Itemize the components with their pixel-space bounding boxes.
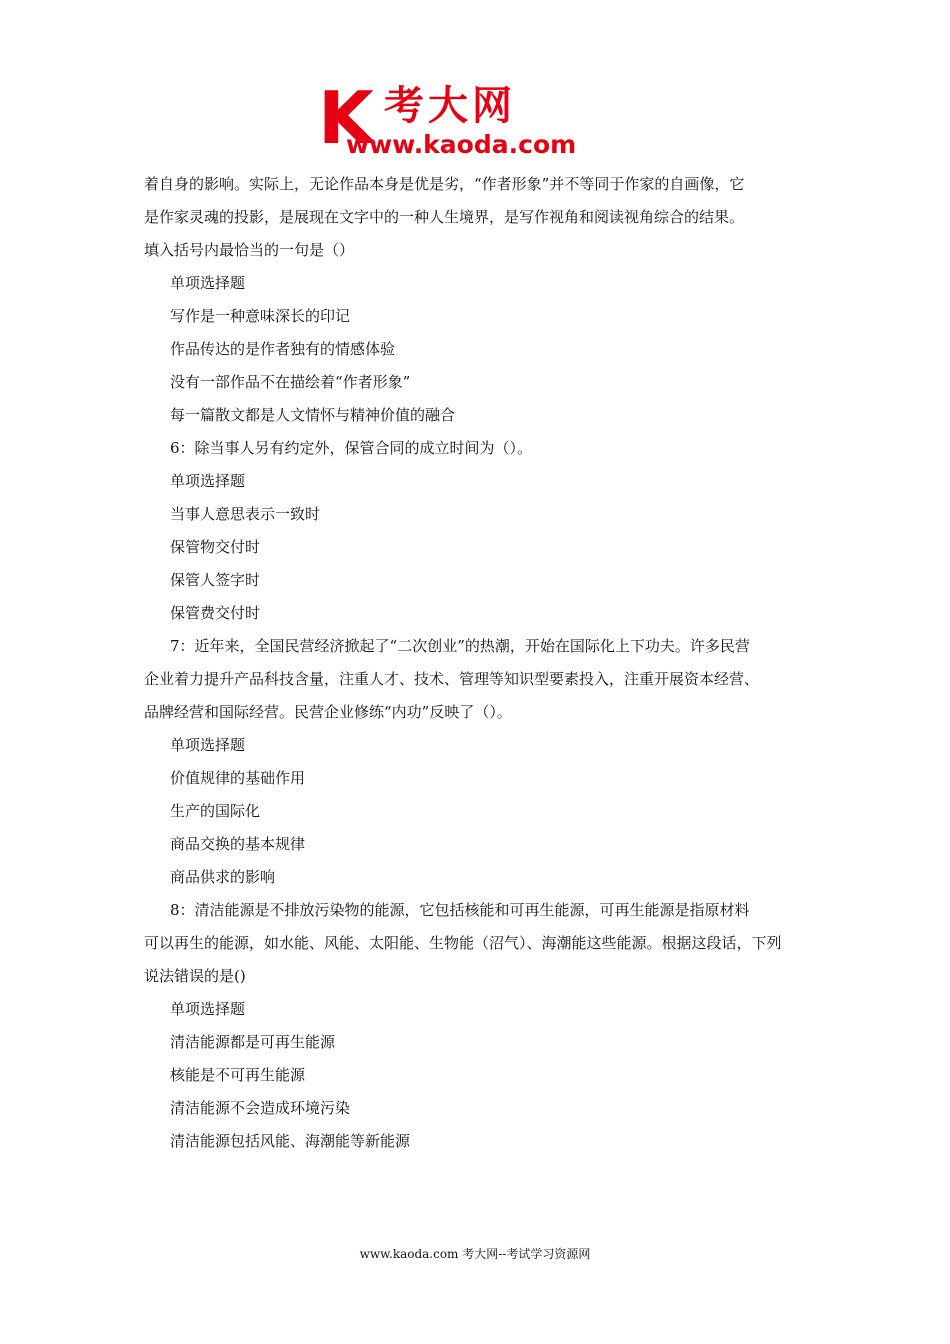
option: 商品供求的影响 xyxy=(170,868,276,886)
question-stem: 6：除当事人另有约定外，保管合同的成立时间为（）。 xyxy=(170,439,533,457)
page-footer: www.kaoda.com 考大网--考试学习资源网 xyxy=(359,1247,591,1261)
option: 没有一部作品不在描绘着“作者形象” xyxy=(170,373,411,391)
option: 清洁能源包括风能、海潮能等新能源 xyxy=(170,1132,411,1150)
question-stem: 8：清洁能源是不排放污染物的能源，它包括核能和可再生能源，可再生能源是指原材料 xyxy=(170,901,750,919)
option: 每一篇散文都是人文情怀与精神价值的融合 xyxy=(170,406,456,424)
question-type: 单项选择题 xyxy=(170,736,246,754)
option: 核能是不可再生能源 xyxy=(170,1066,306,1084)
intro-line: 着自身的影响。实际上，无论作品本身是优是劣，“作者形象”并不等同于作家的自画像，它 xyxy=(144,175,745,193)
question-stem: 7：近年来，全国民营经济掀起了“二次创业”的热潮，开始在国际化上下功夫。许多民营 xyxy=(170,637,750,655)
intro-line: 填入括号内最恰当的一句是（） xyxy=(144,241,355,259)
option: 商品交换的基本规律 xyxy=(170,835,306,853)
question-type: 单项选择题 xyxy=(170,274,246,292)
logo-chinese-name: 考大网 xyxy=(384,83,516,129)
option: 生产的国际化 xyxy=(170,802,261,820)
document-body xyxy=(144,168,812,1158)
option: 保管费交付时 xyxy=(170,604,261,622)
option: 保管人签字时 xyxy=(170,571,261,589)
question-stem-cont: 可以再生的能源，如水能、风能、太阳能、生物能（沼气）、海潮能这些能源。根据这段话，下列 xyxy=(144,934,782,952)
logo-k-mark: K xyxy=(318,76,374,160)
question-stem-cont: 品牌经营和国际经营。民营企业修练“内功”反映了（）。 xyxy=(144,703,512,721)
question-type: 单项选择题 xyxy=(170,1000,246,1018)
logo-url: www.kaoda.com xyxy=(346,130,577,159)
question-type: 单项选择题 xyxy=(170,472,246,490)
option: 清洁能源不会造成环境污染 xyxy=(170,1099,351,1117)
question-stem-cont: 说法错误的是() xyxy=(144,967,246,985)
intro-line: 是作家灵魂的投影，是展现在文字中的一种人生境界，是写作视角和阅读视角综合的结果。 xyxy=(144,208,745,226)
option: 清洁能源都是可再生能源 xyxy=(170,1033,336,1051)
question-stem-cont: 企业着力提升产品科技含量，注重人才、技术、管理等知识型要素投入，注重开展资本经营、 xyxy=(144,670,760,688)
kaoda-logo xyxy=(318,76,638,160)
option: 价值规律的基础作用 xyxy=(170,769,306,787)
option: 作品传达的是作者独有的情感体验 xyxy=(170,340,396,358)
option: 写作是一种意味深长的印记 xyxy=(170,307,351,325)
option: 保管物交付时 xyxy=(170,538,261,556)
option: 当事人意思表示一致时 xyxy=(170,505,321,523)
